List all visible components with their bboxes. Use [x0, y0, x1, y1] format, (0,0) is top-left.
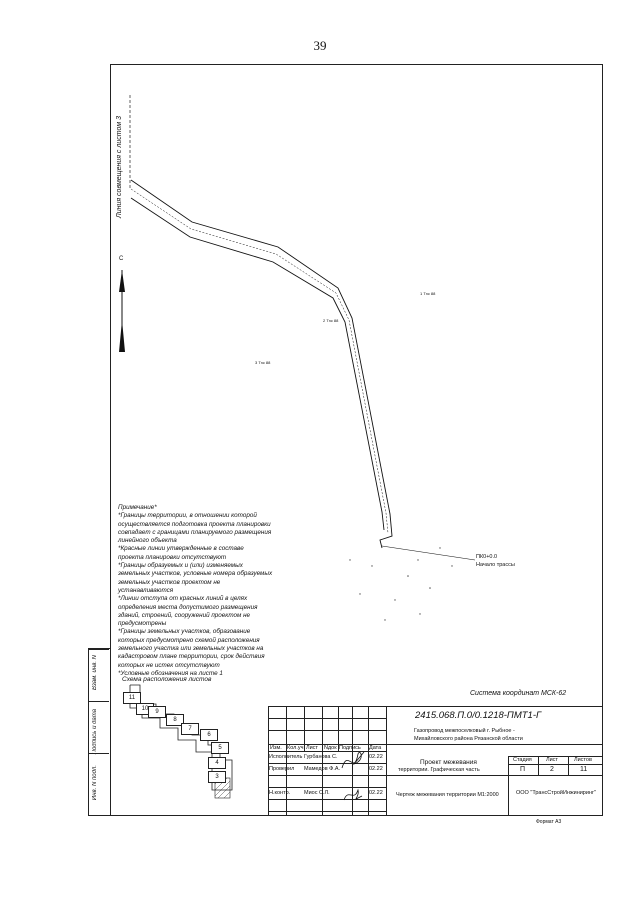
- hdr-date: Дата: [369, 745, 382, 751]
- note-line: осуществляется подготовка проекта планировки: [118, 520, 271, 528]
- company-name: ООО "ТрансСтройИнжиниринг": [516, 790, 596, 796]
- sheet-box: 9: [148, 706, 166, 718]
- survey-dots: [349, 547, 452, 620]
- stage-value: П: [520, 766, 526, 773]
- sheet-box: 10: [136, 703, 154, 715]
- note-line: зданий, строений, сооружений проектом не: [118, 611, 251, 619]
- scheme-title: Схема расположения листов: [122, 676, 212, 683]
- coordinate-system: Система координат МСК-62: [470, 690, 567, 697]
- row-date: 02.22: [369, 790, 383, 796]
- note-line: линейного объекта: [118, 537, 177, 545]
- note-line: предусмотрены: [118, 620, 167, 628]
- notes-block: [118, 504, 318, 678]
- object-line1: Газопровод межпоселковый г. Рыбное -: [414, 728, 515, 734]
- side-label-replace-inv: Взам. инв. N: [92, 655, 98, 690]
- format-label: Формат А3: [536, 819, 562, 825]
- note-line: кадастровом плане территории, срок действия: [118, 653, 265, 661]
- hdr-ndok: Nдок: [324, 745, 337, 751]
- row-role: Проверил: [269, 766, 295, 772]
- drawing-title: Чертеж межевания территории М1:2000: [396, 792, 499, 798]
- page-number: 39: [313, 38, 327, 53]
- sheet-label: Лист: [546, 757, 558, 763]
- start-station-sub: Начало трассы: [476, 562, 515, 568]
- project-sub: территории. Графическая часть: [398, 767, 480, 773]
- sheet-box: 8: [166, 714, 184, 726]
- title-block: [268, 706, 603, 816]
- point-label: 2 Тэс 88: [323, 318, 339, 323]
- hdr-kol: Кол.уч: [287, 745, 304, 751]
- row-name: Миос С.Л.: [304, 790, 330, 796]
- row-name: Мамедов Ф.А.: [304, 766, 341, 772]
- note-line: земельных участков проектом не: [118, 578, 221, 586]
- note-line: определения места допустимого размещения: [118, 603, 258, 611]
- row-date: 02.22: [369, 766, 383, 772]
- sheet-box: 5: [211, 742, 229, 754]
- sheet-box: 3: [208, 771, 226, 783]
- note-line: земельных участков, условные номера образуемых: [118, 570, 273, 578]
- row-role: Н.контр.: [269, 790, 291, 796]
- stage-label: Стадия: [513, 757, 532, 763]
- sheets-value: 11: [580, 766, 588, 773]
- north-arrow-icon: [119, 270, 125, 352]
- row-name: Гурбанова С.: [304, 754, 338, 760]
- note-line: *Красные линии утвержденные в составе: [118, 545, 244, 553]
- note-line: которых предусмотрено схемой расположения: [118, 636, 260, 644]
- point-label: 1 Тэс 88: [420, 291, 436, 296]
- start-station-label: ПК0+0.0: [476, 554, 498, 560]
- start-leader: [382, 546, 475, 560]
- sheet-box: 6: [200, 729, 218, 741]
- project-title: Проект межевания: [420, 759, 477, 766]
- signature-image: [340, 746, 368, 776]
- note-line: *Границы земельных участков, образование: [118, 628, 251, 636]
- point-label: 3 Тэс 88: [255, 360, 271, 365]
- note-line: *Условные обозначения на листе 1: [118, 669, 223, 677]
- hdr-sign: Подпись: [339, 745, 361, 751]
- sheets-label: Листов: [574, 757, 592, 763]
- hdr-izm: Изм.: [270, 745, 282, 751]
- note-line: устанавливаются: [118, 586, 174, 594]
- signature-image: [342, 786, 364, 806]
- note-line: Примечание*: [118, 504, 157, 511]
- row-date: 02.22: [369, 754, 383, 760]
- note-line: земельного участка или земельных участков на: [118, 645, 264, 653]
- object-line2: Михайловского района Рязанской области: [414, 736, 523, 742]
- hdr-list: Лист: [306, 745, 318, 751]
- note-line: проекта планировки отсутствуют: [118, 553, 227, 561]
- match-line-label: Линия совмещения с листом 3: [116, 116, 123, 219]
- document-code: 2415.068.П.0/0.1218-ПМТ1-Г: [415, 710, 542, 721]
- sheet-box: 4: [208, 757, 226, 769]
- sheet-box: 7: [181, 723, 199, 735]
- note-line: *Границы образуемых и (или) изменяемых: [118, 562, 243, 570]
- row-role: Исполнитель: [269, 754, 303, 760]
- note-line: *Границы территории, в отношении которой: [118, 512, 257, 520]
- side-label-inv-number: Инв. N подл.: [92, 765, 98, 801]
- north-letter: С: [119, 256, 124, 262]
- side-label-signature-date: Подпись и дата: [92, 709, 98, 755]
- sheet-value: 2: [550, 766, 554, 773]
- note-line: которых не истек отсутствуют: [118, 661, 220, 669]
- sheet-box: 11: [123, 692, 141, 704]
- note-line: *Линии отступа от красных линий в целях: [118, 595, 248, 603]
- note-line: совпадает с границами планируемого размещения: [118, 528, 272, 536]
